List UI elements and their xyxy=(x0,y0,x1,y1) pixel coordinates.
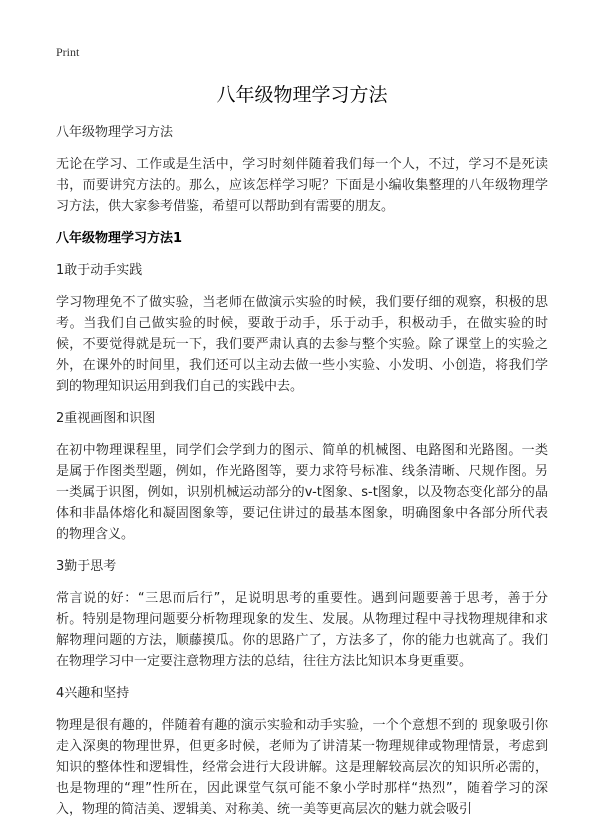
subsection-heading-4: 4兴趣和坚持 xyxy=(56,686,130,701)
section-heading: 八年级物理学习方法1 xyxy=(56,231,183,246)
subsection-body-3: 常言说的好：“三思而后行”，足说明思考的重要性。遇到问题要善于思考，善于分析。特别是物理问题要分析物理现象的发生、发展。从物理过程中寻找物理规律和求解物理问题的方法，顺藤摸瓜。你的思路广了，方法多了，你的能力也就高了。我们在物理学习中一定要注意物理方法的总结，往往方法比知识本身更重要。 xyxy=(56,591,548,669)
print-link[interactable]: Print xyxy=(56,45,80,59)
subsection-body-2: 在初中物理课程里，同学们会学到力的图示、简单的机械图、电路图和光路图。一类是属于作图类型题，例如，作光路图等，要力求符号标准、线条清晰、尺规作图。另一类属于识图，例如，识别机械运动部分的v-t图象、s-t图象，以及物态变化部分的晶体和非晶体熔化和凝固图象等，要记住讲过的最基本图象，明确图象中各部分所代表的物理含义。 xyxy=(56,443,548,542)
page-title: 八年级物理学习方法 xyxy=(216,84,388,106)
article-subtitle: 八年级物理学习方法 xyxy=(56,125,174,140)
subsection-heading-3: 3勤于思考 xyxy=(56,559,117,574)
subsection-body-4: 物理是很有趣的，伴随着有趣的演示实验和动手实验，一个个意想不到的 现象吸引你走入深奥的物理世界，但更多时候，老师为了讲清某一物理规律或物理情景，考虑到知识的整体性和逻辑性，经常会进行大段讲解。这是理解较高层次的知识所必需的，也是物理的“理”性所在，因此课堂气氛可能不象小学时那样“热烈”，随着学习的深入，物理的简洁美、逻辑美、对称美、统一美等更高层次的魅力就会吸引 xyxy=(56,718,548,817)
subsection-heading-2: 2重视画图和识图 xyxy=(56,411,156,426)
intro-paragraph: 无论在学习、工作或是生活中，学习时刻伴随着我们每一个人，不过，学习不是死读书，而要讲究方法的。那么，应该怎样学习呢？下面是小编收集整理的八年级物理学习方法，供大家参考借鉴，希望可以帮助到有需要的朋友。 xyxy=(56,157,548,214)
subsection-body-1: 学习物理免不了做实验，当老师在做演示实验的时候，我们要仔细的观察，积极的思考。当我们自己做实验的时候，要敢于动手，乐于动手，积极动手，在做实验的时候，不要觉得就是玩一下，我们要严肃认真的去参与整个实验。除了课堂上的实验之外，在课外的时间里，我们还可以主动去做一些小实验、小发明、小创造，将我们学到的物理知识运用到我们自己的实践中去。 xyxy=(56,295,548,394)
subsection-heading-1: 1敢于动手实践 xyxy=(56,263,143,278)
